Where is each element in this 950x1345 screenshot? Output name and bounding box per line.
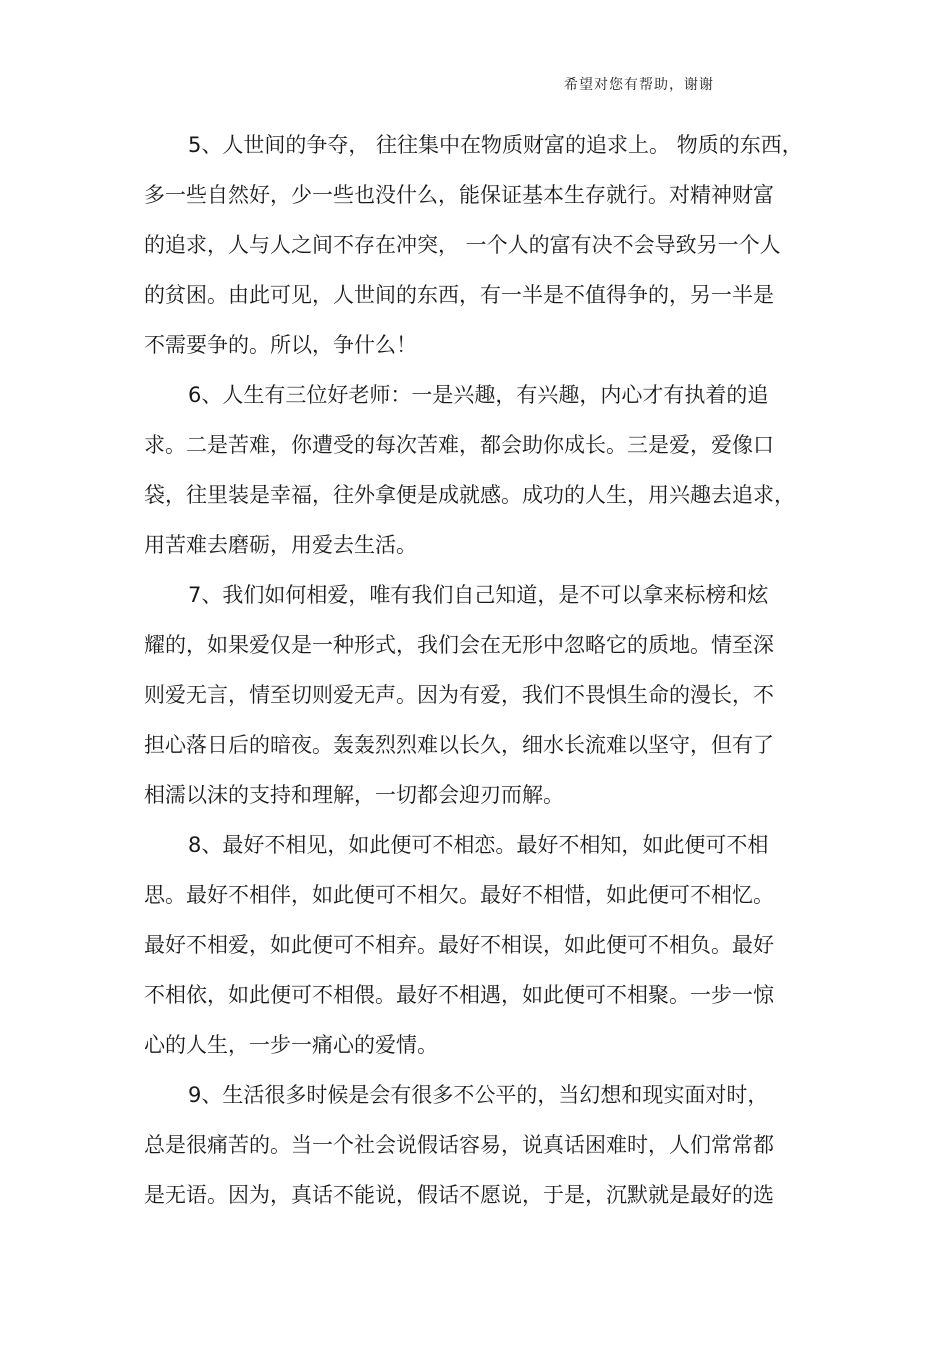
paragraph-line: 用苦难去磨砺，用爱去生活。 bbox=[144, 533, 417, 557]
paragraph-line: 最好不相爱，如此便可不相弃。最好不相误，如此便可不相负。最好 bbox=[144, 933, 774, 957]
paragraph-line: 8、最好不相见，如此便可不相恋。最好不相知，如此便可不相 bbox=[188, 833, 769, 857]
paragraph-line: 袋，往里装是幸福，往外拿便是成就感。成功的人生，用兴趣去追求， bbox=[144, 483, 795, 507]
paragraph-line: 则爱无言，情至切则爱无声。因为有爱，我们不畏惧生命的漫长，不 bbox=[144, 683, 774, 707]
paragraph-line: 9、生活很多时候是会有很多不公平的，当幻想和现实面对时， bbox=[188, 1083, 769, 1107]
paragraph-line: 总是很痛苦的。当一个社会说假话容易，说真话困难时，人们常常都 bbox=[144, 1133, 774, 1157]
paragraph-line: 不相依，如此便可不相偎。最好不相遇，如此便可不相聚。一步一惊 bbox=[144, 983, 774, 1007]
paragraph-line: 多一些自然好，少一些也没什么，能保证基本生存就行。对精神财富 bbox=[144, 183, 774, 207]
header-note: 希望对您有帮助，谢谢 bbox=[564, 77, 714, 93]
paragraph-line: 7、我们如何相爱，唯有我们自己知道，是不可以拿来标榜和炫 bbox=[188, 583, 769, 607]
paragraph-line: 思。最好不相伴，如此便可不相欠。最好不相惜，如此便可不相忆。 bbox=[144, 883, 774, 907]
paragraph-line: 6、人生有三位好老师：一是兴趣，有兴趣，内心才有执着的追 bbox=[188, 383, 769, 407]
paragraph-line: 是无语。因为，真话不能说，假话不愿说，于是，沉默就是最好的选 bbox=[144, 1183, 774, 1207]
paragraph-line: 的追求，人与人之间不存在冲突， 一个人的富有决不会导致另一个人 bbox=[144, 233, 781, 257]
paragraph-line: 5、人世间的争夺， 往往集中在物质财富的追求上。 物质的东西， bbox=[188, 133, 803, 157]
paragraph-line: 相濡以沫的支持和理解，一切都会迎刃而解。 bbox=[144, 783, 564, 807]
paragraph-line: 不需要争的。所以，争什么！ bbox=[144, 333, 417, 357]
paragraph-line: 心的人生，一步一痛心的爱情。 bbox=[144, 1033, 438, 1057]
paragraph-line: 求。二是苦难，你遭受的每次苦难，都会助你成长。三是爱，爱像口 bbox=[144, 433, 774, 457]
paragraph-line: 担心落日后的暗夜。轰轰烈烈难以长久，细水长流难以坚守，但有了 bbox=[144, 733, 774, 757]
paragraph-line: 的贫困。由此可见，人世间的东西，有一半是不值得争的，另一半是 bbox=[144, 283, 774, 307]
paragraph-line: 耀的，如果爱仅是一种形式，我们会在无形中忽略它的质地。情至深 bbox=[144, 633, 774, 657]
